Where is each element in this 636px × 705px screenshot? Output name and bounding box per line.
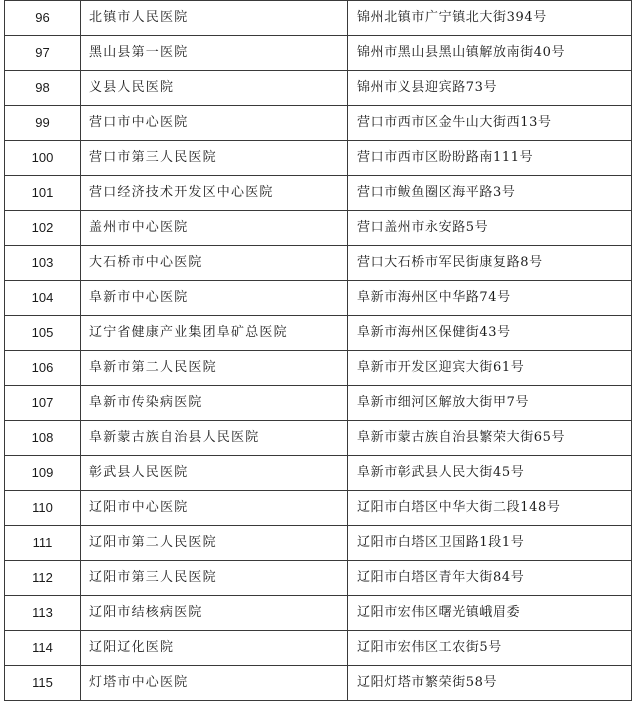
row-number-cell: 102	[5, 211, 81, 246]
hospital-address-cell: 营口盖州市永安路5号	[348, 211, 632, 246]
hospital-address-cell: 辽阳市宏伟区工农街5号	[348, 631, 632, 666]
table-row	[5, 246, 632, 281]
table-row	[5, 281, 632, 316]
table-row	[5, 491, 632, 526]
hospital-name-cell: 阜新市第二人民医院	[81, 351, 348, 386]
row-number-cell: 114	[5, 631, 81, 666]
table-row	[5, 456, 632, 491]
hospital-address-cell: 锦州市黑山县黑山镇解放南街40号	[348, 36, 632, 71]
hospital-name-cell: 北镇市人民医院	[81, 1, 348, 36]
hospital-name-cell: 盖州市中心医院	[81, 211, 348, 246]
hospital-name-cell: 营口市第三人民医院	[81, 141, 348, 176]
row-number-cell: 104	[5, 281, 81, 316]
hospital-name-cell: 辽阳市结核病医院	[81, 596, 348, 631]
hospital-name-cell: 阜新市中心医院	[81, 281, 348, 316]
hospital-table	[4, 0, 632, 701]
table-row	[5, 316, 632, 351]
hospital-name-cell: 义县人民医院	[81, 71, 348, 106]
hospital-name-cell: 黑山县第一医院	[81, 36, 348, 71]
table-row	[5, 561, 632, 596]
table-row	[5, 526, 632, 561]
hospital-address-cell: 辽阳市白塔区卫国路1段1号	[348, 526, 632, 561]
hospital-address-cell: 阜新市彰武县人民大街45号	[348, 456, 632, 491]
row-number-cell: 99	[5, 106, 81, 141]
row-number-cell: 110	[5, 491, 81, 526]
row-number-cell: 112	[5, 561, 81, 596]
row-number-cell: 105	[5, 316, 81, 351]
row-number-cell: 107	[5, 386, 81, 421]
row-number-cell: 100	[5, 141, 81, 176]
row-number-cell: 113	[5, 596, 81, 631]
hospital-address-cell: 锦州北镇市广宁镇北大街394号	[348, 1, 632, 36]
row-number-cell: 106	[5, 351, 81, 386]
table-row	[5, 631, 632, 666]
hospital-address-cell: 阜新市开发区迎宾大街61号	[348, 351, 632, 386]
hospital-name-cell: 阜新市传染病医院	[81, 386, 348, 421]
hospital-name-cell: 彰武县人民医院	[81, 456, 348, 491]
row-number-cell: 115	[5, 666, 81, 701]
row-number-cell: 111	[5, 526, 81, 561]
hospital-name-cell: 辽阳市第二人民医院	[81, 526, 348, 561]
hospital-name-cell: 灯塔市中心医院	[81, 666, 348, 701]
hospital-address-cell: 营口大石桥市军民街康复路8号	[348, 246, 632, 281]
table-row	[5, 141, 632, 176]
hospital-name-cell: 辽阳市第三人民医院	[81, 561, 348, 596]
hospital-address-cell: 阜新市细河区解放大街甲7号	[348, 386, 632, 421]
table-row	[5, 176, 632, 211]
hospital-address-cell: 辽阳市宏伟区曙光镇峨眉委	[348, 596, 632, 631]
table-row	[5, 596, 632, 631]
hospital-address-cell: 辽阳市白塔区青年大街84号	[348, 561, 632, 596]
row-number-cell: 101	[5, 176, 81, 211]
row-number-cell: 109	[5, 456, 81, 491]
hospital-address-cell: 锦州市义县迎宾路73号	[348, 71, 632, 106]
hospital-address-cell: 阜新市海州区中华路74号	[348, 281, 632, 316]
hospital-name-cell: 阜新蒙古族自治县人民医院	[81, 421, 348, 456]
hospital-address-cell: 阜新市蒙古族自治县繁荣大街65号	[348, 421, 632, 456]
table-row	[5, 71, 632, 106]
table-row	[5, 421, 632, 456]
hospital-address-cell: 营口市西市区盼盼路南111号	[348, 141, 632, 176]
hospital-name-cell: 营口市中心医院	[81, 106, 348, 141]
table-row	[5, 211, 632, 246]
table-row	[5, 386, 632, 421]
hospital-address-cell: 营口市西市区金牛山大街西13号	[348, 106, 632, 141]
hospital-address-cell: 辽阳灯塔市繁荣街58号	[348, 666, 632, 701]
table-row	[5, 1, 632, 36]
table-row	[5, 106, 632, 141]
table-row	[5, 666, 632, 701]
row-number-cell: 108	[5, 421, 81, 456]
row-number-cell: 97	[5, 36, 81, 71]
hospital-address-cell: 营口市鲅鱼圈区海平路3号	[348, 176, 632, 211]
hospital-address-cell: 阜新市海州区保健街43号	[348, 316, 632, 351]
hospital-name-cell: 辽阳市中心医院	[81, 491, 348, 526]
hospital-address-cell: 辽阳市白塔区中华大街二段148号	[348, 491, 632, 526]
hospital-name-cell: 辽宁省健康产业集团阜矿总医院	[81, 316, 348, 351]
hospital-name-cell: 辽阳辽化医院	[81, 631, 348, 666]
row-number-cell: 96	[5, 1, 81, 36]
hospital-name-cell: 大石桥市中心医院	[81, 246, 348, 281]
hospital-name-cell: 营口经济技术开发区中心医院	[81, 176, 348, 211]
hospital-table-body	[5, 1, 632, 701]
row-number-cell: 98	[5, 71, 81, 106]
table-row	[5, 351, 632, 386]
row-number-cell: 103	[5, 246, 81, 281]
table-row	[5, 36, 632, 71]
